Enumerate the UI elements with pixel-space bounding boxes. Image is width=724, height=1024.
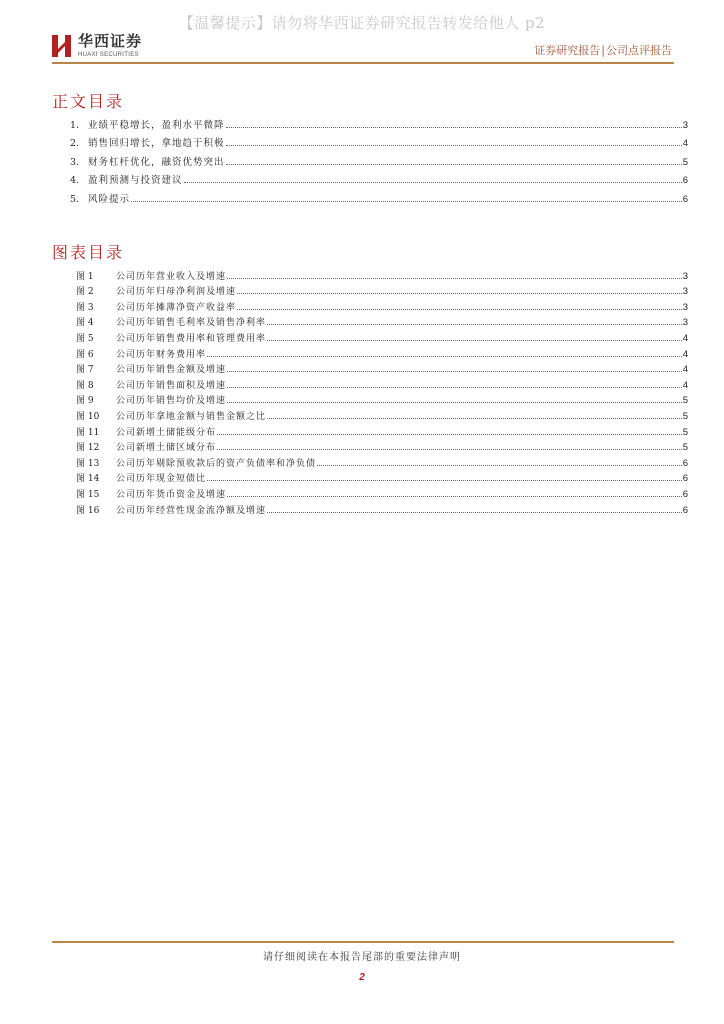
figure-page: 5 — [682, 426, 688, 438]
figure-entry[interactable] — [76, 266, 688, 282]
figure-title: 公司历年剔除预收款后的资产负债率和净负债 — [116, 458, 317, 469]
toc-item-page: 4 — [682, 138, 688, 150]
header-rule — [52, 62, 674, 64]
huaxi-logo-icon — [52, 35, 72, 57]
figure-label: 图 15 — [76, 489, 100, 500]
toc-item-number: 4. — [70, 175, 80, 187]
figure-label: 图 3 — [76, 302, 94, 313]
footer-rule — [52, 941, 674, 943]
figure-title: 公司历年营业收入及增速 — [116, 271, 227, 282]
toc-item-page: 3 — [682, 119, 688, 131]
figure-entry[interactable] — [76, 391, 688, 407]
toc-item-text: 销售回归增长，拿地趋于积极 — [88, 138, 225, 150]
leader-dots — [267, 418, 682, 419]
toc-item[interactable] — [70, 131, 688, 150]
leader-dots — [267, 340, 682, 341]
figure-label: 图 16 — [76, 505, 100, 516]
figure-label: 图 11 — [76, 427, 100, 438]
report-type-header — [534, 42, 672, 58]
toc-title: 正文目录 — [52, 92, 125, 111]
toc-item-number: 1. — [70, 119, 80, 131]
leader-dots — [226, 164, 682, 165]
toc-item[interactable] — [70, 186, 688, 205]
leader-dots — [207, 480, 682, 481]
figure-label: 图 1 — [76, 271, 94, 282]
leader-dots — [267, 512, 682, 513]
figure-page: 4 — [682, 364, 688, 376]
figure-title: 公司历年财务费用率 — [116, 349, 207, 360]
toc-item[interactable] — [70, 168, 688, 187]
figure-page: 3 — [682, 317, 688, 329]
figure-title: 公司历年销售金额及增速 — [116, 365, 227, 376]
leader-dots — [226, 145, 682, 146]
figure-title: 公司历年归母净利润及增速 — [116, 287, 237, 298]
leader-dots — [207, 356, 682, 357]
figures-list — [76, 266, 688, 516]
figure-title: 公司历年销售均价及增速 — [116, 396, 227, 407]
figure-entry[interactable] — [76, 438, 688, 454]
leader-dots — [227, 402, 682, 403]
figure-label: 图 5 — [76, 333, 94, 344]
toc-item[interactable] — [70, 112, 688, 131]
figure-title: 公司历年拿地金额与销售金额之比 — [116, 411, 267, 422]
figure-entry[interactable] — [76, 422, 688, 438]
figure-page: 4 — [682, 348, 688, 360]
figure-page: 4 — [682, 332, 688, 344]
leader-dots — [267, 324, 682, 325]
figure-title: 公司历年销售面积及增速 — [116, 380, 227, 391]
figure-label: 图 12 — [76, 443, 100, 454]
leader-dots — [227, 387, 682, 388]
figure-entry[interactable] — [76, 360, 688, 376]
figure-entry[interactable] — [76, 328, 688, 344]
leader-dots — [217, 449, 682, 450]
figure-label: 图 6 — [76, 349, 94, 360]
figure-entry[interactable] — [76, 484, 688, 500]
logo-name-en: HUAXI SECURITIES — [78, 52, 139, 58]
figure-entry[interactable] — [76, 453, 688, 469]
leader-dots — [237, 293, 682, 294]
company-logo — [52, 34, 142, 58]
figure-entry[interactable] — [76, 375, 688, 391]
leader-dots — [226, 127, 682, 128]
watermark-text: 【温馨提示】请勿将华西证券研究报告转发给他人 p2 — [178, 14, 546, 32]
figure-entry[interactable] — [76, 500, 688, 516]
figure-entry[interactable] — [76, 406, 688, 422]
figure-title: 公司历年摊薄净资产收益率 — [116, 302, 237, 313]
figure-page: 3 — [682, 286, 688, 298]
figure-page: 5 — [682, 442, 688, 454]
leader-dots — [237, 309, 682, 310]
figure-title: 公司新增土储能级分布 — [116, 427, 217, 438]
leader-dots — [227, 496, 682, 497]
figure-title: 公司历年货币资金及增速 — [116, 489, 227, 500]
figure-entry[interactable] — [76, 469, 688, 485]
toc-item-page: 5 — [682, 156, 688, 168]
legal-notice: 请仔细阅读在本报告尾部的重要法律声明 — [263, 952, 461, 963]
figure-page: 6 — [682, 457, 688, 469]
header-separator: | — [601, 44, 605, 57]
figure-page: 5 — [682, 395, 688, 407]
figure-title: 公司历年销售费用率和管理费用率 — [116, 333, 267, 344]
figure-page: 4 — [682, 379, 688, 391]
figure-page: 3 — [682, 301, 688, 313]
figure-label: 图 8 — [76, 380, 94, 391]
figures-title: 图表目录 — [52, 243, 125, 262]
header-report-category: 证券研究报告 — [534, 44, 601, 57]
figure-title: 公司新增土储区域分布 — [116, 443, 217, 454]
logo-name-cn: 华西证券 — [78, 32, 143, 50]
leader-dots — [184, 182, 682, 183]
toc-item-text: 盈利预测与投资建议 — [88, 175, 183, 187]
toc-item-text: 风险提示 — [88, 193, 131, 205]
figure-page: 3 — [682, 270, 688, 282]
figure-label: 图 9 — [76, 396, 94, 407]
figure-page: 6 — [682, 488, 688, 500]
toc-item-text: 财务杠杆优化，融资优势突出 — [88, 156, 225, 168]
figure-label: 图 2 — [76, 287, 94, 298]
toc-item-page: 6 — [682, 175, 688, 187]
figure-entry[interactable] — [76, 297, 688, 313]
figure-title: 公司历年现金短债比 — [116, 474, 207, 485]
figure-label: 图 13 — [76, 458, 100, 469]
figure-label: 图 14 — [76, 474, 100, 485]
leader-dots — [217, 434, 682, 435]
toc-item-text: 业绩平稳增长，盈利水平微降 — [88, 119, 225, 131]
figure-title: 公司历年销售毛利率及销售净利率 — [116, 318, 267, 329]
figure-title: 公司历年经营性现金流净额及增速 — [116, 505, 267, 516]
toc-item-number: 2. — [70, 138, 80, 150]
figure-page: 6 — [682, 473, 688, 485]
figure-entry[interactable] — [76, 313, 688, 329]
toc-list — [70, 112, 688, 205]
figure-page: 6 — [682, 504, 688, 516]
figure-entry[interactable] — [76, 282, 688, 298]
page-number: 2 — [359, 972, 365, 983]
header-report-subtype: 公司点评报告 — [606, 44, 672, 57]
toc-item-number: 5. — [70, 193, 80, 205]
leader-dots — [131, 201, 682, 202]
leader-dots — [227, 371, 682, 372]
figure-label: 图 7 — [76, 365, 94, 376]
figure-page: 5 — [682, 410, 688, 422]
leader-dots — [317, 465, 682, 466]
figure-label: 图 10 — [76, 411, 100, 422]
figure-entry[interactable] — [76, 344, 688, 360]
leader-dots — [227, 278, 682, 279]
figure-label: 图 4 — [76, 318, 94, 329]
toc-item-page: 6 — [682, 193, 688, 205]
toc-item-number: 3. — [70, 156, 80, 168]
toc-item[interactable] — [70, 149, 688, 168]
